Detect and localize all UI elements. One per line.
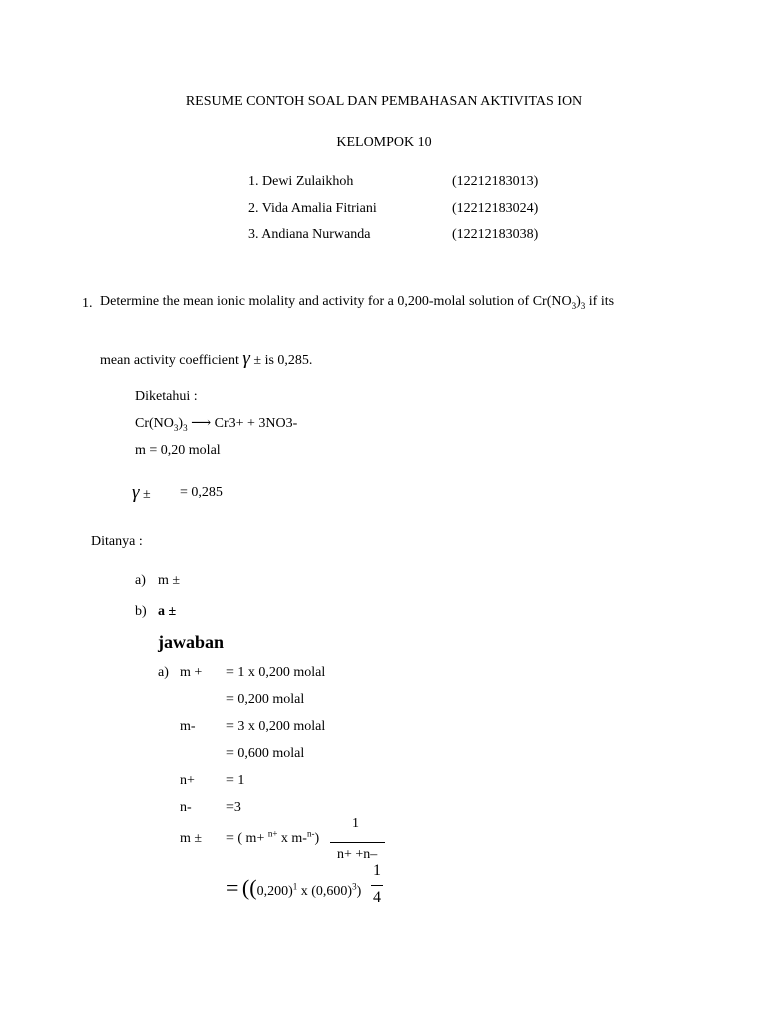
reaction-equation: $Cr(NO_3)_3$ ⟶ Cr3+ + 3NO3- [135,416,298,433]
mean-molality-expression: = ( m+ $^{n+}$ x m-$^{n-}$) [226,828,320,846]
jawaban-row-right: = 3 x 0,200 molal [226,719,326,734]
member-name: 1. Dewi Zulaikhoh [248,174,354,189]
fraction-denominator: 4 [373,889,381,906]
member-name: 3. Andiana Nurwanda [248,227,371,242]
jawaban-row-left: m + [180,665,203,680]
member-id: (12212183024) [452,201,539,216]
fraction-numerator: 1 [352,816,359,831]
jawaban-row-right: =3 [226,800,241,815]
fraction-bar [330,842,385,843]
question-number: 1. [82,296,93,311]
ditanya-label: Ditanya : [91,534,143,549]
member-name: 2. Vida Amalia Fitriani [248,201,377,216]
group-name: KELOMPOK 10 [336,135,432,150]
fraction-denominator: n+ +n– [337,847,378,862]
jawaban-row-right: = 1 x 0,200 molal [226,665,326,680]
ditanya-marker: b) [135,604,147,619]
jawaban-row-left: n+ [180,773,195,788]
jawaban-row-right: = 0,600 molal [226,746,305,761]
mean-molality-label: m ± [180,831,203,846]
jawaban-row-right: = 0,200 molal [226,692,305,707]
ditanya-item: m ± [158,573,181,588]
fraction-numerator: 1 [373,862,381,879]
gamma-symbol: γ [242,348,250,369]
diketahui-label: Diketahui : [135,389,198,404]
member-id: (12212183038) [452,227,539,242]
document-title: RESUME CONTOH SOAL DAN PEMBAHASAN AKTIVITAS ION [185,94,583,109]
jawaban-row-right: = 1 [226,773,245,788]
member-id: (12212183013) [452,174,539,189]
gamma-given: γ ± [132,482,151,503]
jawaban-marker: a) [158,665,169,680]
question-line-2: mean activity coefficient γ ± is 0,285. [100,348,313,369]
fraction-bar [371,885,383,886]
molality-given: m = 0,20 molal [135,443,221,458]
question-line-1: Determine the mean ionic molality and activity for a 0,200-molal solution of $Cr(NO_3)_3$ if its [100,294,615,311]
gamma-value: = 0,285 [180,485,223,500]
jawaban-row-left: m- [180,719,196,734]
jawaban-label: jawaban [158,632,225,652]
substituted-expression: = ($(0,200)^1$ x $(0,600)^3$) [226,875,362,900]
ditanya-marker: a) [135,573,146,588]
ditanya-item: a ± [158,604,177,619]
jawaban-row-left: n- [180,800,192,815]
